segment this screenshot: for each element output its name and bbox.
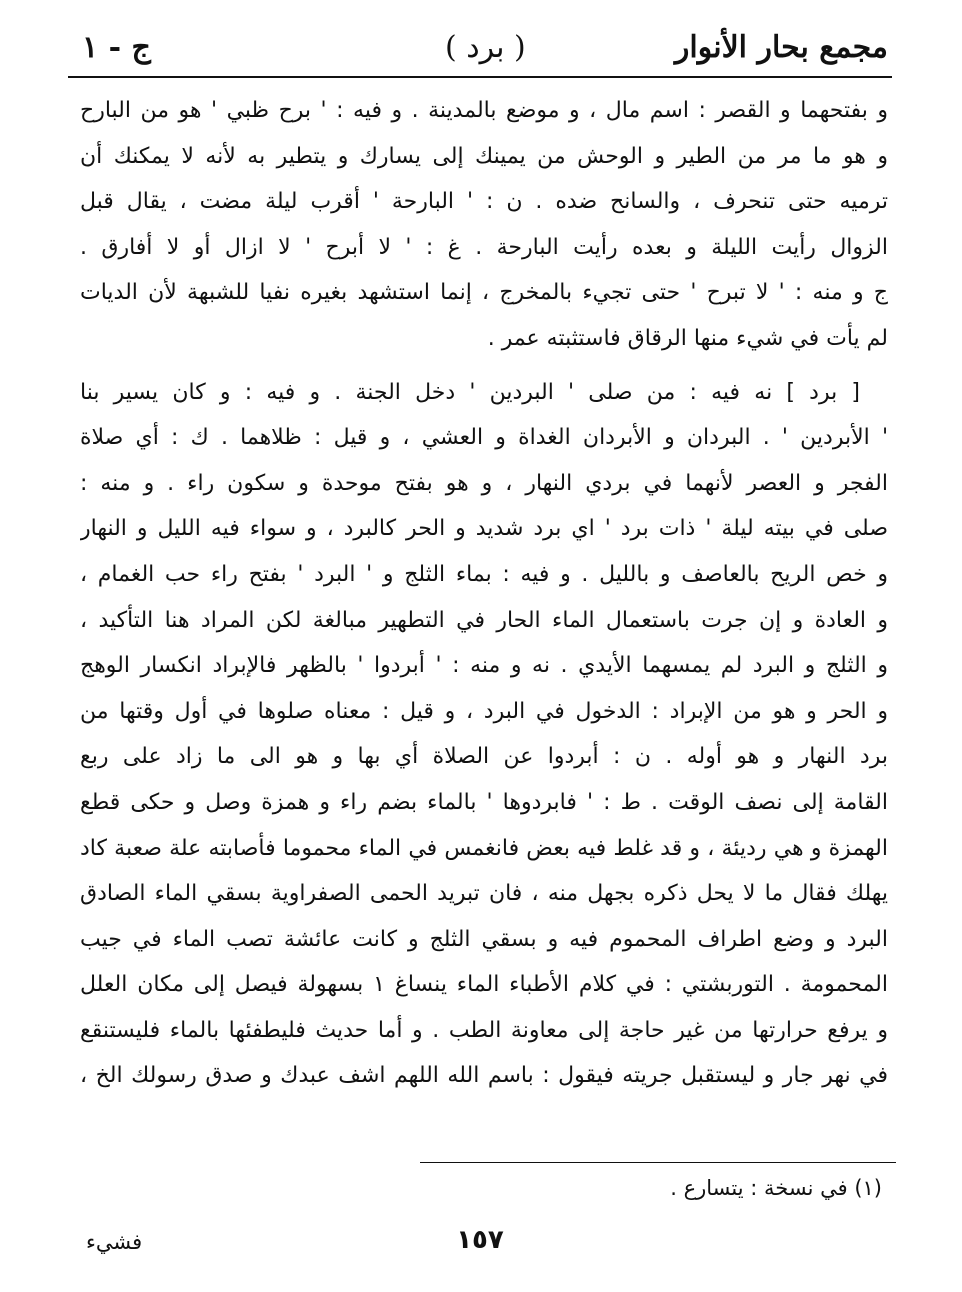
book-title: مجمع بحار الأنوار: [674, 30, 888, 65]
page-number: ١٥٧: [456, 1225, 504, 1255]
text-line: برد النهار و هو أوله . ن : أبردوا عن الصلاة أي بها و هو الى ما زاد على ربع: [80, 744, 888, 770]
text-line: الفجر و العصر لأنهما في بردي النهار ، و هو بفتح موحدة و سكون راء . و منه :: [80, 470, 888, 496]
running-header: [70, 22, 888, 72]
text-line: لم يأت في شيء منها الرقاق فاستثبته عمر .: [487, 325, 888, 351]
text-line: القامة إلى نصف الوقت . ط : ' فابردوها ' بالماء بضم راء و همزة وصل و حكى قطع: [80, 789, 888, 815]
text-line: في نهر جار و ليستقبل جريته فيقول : باسم الله اللهم اشف عبدك و صدق رسولك الخ ،: [80, 1063, 888, 1089]
text-line: و هو ما مر من الطير و الوحش من يمينك إلى يسارك و يتطير به لأنه لا يمكنك أن: [80, 143, 888, 169]
text-line: الهمزة و هي رديئة ، و قد غلط فيه بعض فانغمس في الماء محموما فأصابته علة صعبة كاد: [80, 835, 888, 861]
catchword: فشيء: [86, 1230, 143, 1254]
main-text: [80, 88, 888, 1099]
text-line: البرد و وضع اطراف المحموم فيه و بسقي الثلج و كانت عائشة تصب الماء في جيب: [80, 926, 888, 952]
text-line: و بفتحهما و القصر : اسم مال ، و موضع بالمدينة . و فيه : ' برح ظبي ' هو من البارح: [80, 98, 888, 123]
text-line: و الثلج و البرد لم يمسهما الأيدي . نه و منه : ' أبردوا ' بالظهر فالإبراد انكسار الوهج: [80, 653, 888, 679]
text-line: و يرفع حرارتها من غير حاجة إلى معاونة الطب . و أما حديث فليطفئها بالماء فليستنقع: [80, 1017, 888, 1043]
header-rule: [68, 76, 892, 78]
text-line: و الحر و هو من الإبراد : الدخول في البرد ، و قيل : معناه صلوها في أول وقتها من: [80, 698, 888, 724]
text-line: ترميه حتى تنحرف ، والسانح ضده . ن : ' البارحة ' أقرب ليلة مضت ، يقال قبل: [80, 189, 888, 215]
text-line-entry-start: [ برد ] نه فيه : من صلى ' البردين ' دخل الجنة . و فيه : و كان يسير بنا: [80, 379, 860, 405]
volume-number: ج - ١: [82, 30, 151, 65]
footnote: (١) في نسخة : يتسارع .: [670, 1176, 882, 1200]
text-line: و العادة و إن جرت باستعمال الماء الحار في التطهير مبالغة لكن المراد هنا التأكيد ،: [80, 607, 888, 633]
text-line: الزوال رأيت الليلة و بعده رأيت البارحة . غ : ' لا أبرح ' لا ازال أو لا أفارق .: [80, 234, 888, 260]
headword: ( برد ): [445, 30, 526, 65]
text-line: المحمومة . التوربشتي : في كلام الأطباء الماء ينساغ ١ بسهولة فيصل إلى مكان العلل: [80, 972, 888, 998]
text-line: صلى في بيته ليلة ' ذات برد ' اي برد شديد و الحر كالبرد ، و سواء فيه الليل و النهار: [80, 516, 888, 542]
text-line: يهلك فقال ما لا يحل ذكره بجهل منه ، فان تبريد الحمى الصفراوية بسقي الماء الصادق: [80, 881, 888, 907]
text-line: و خص الريح بالعاصف و بالليل . و فيه : بماء الثلج و ' البرد ' بفتح راء حب الغمام ،: [80, 561, 888, 587]
footnote-rule: [420, 1162, 896, 1163]
text-line: ' الأبردين ' . البردان و الأبردان الغداة و العشي ، و قيل : ظلاهما . ك : أي صلاة: [80, 425, 888, 451]
text-line: ج و منه : ' لا تبرح ' حتى تجيء بالمخرج ، إنما استشهد بغيره نفيا للشبهة لأن الديات: [80, 280, 888, 306]
